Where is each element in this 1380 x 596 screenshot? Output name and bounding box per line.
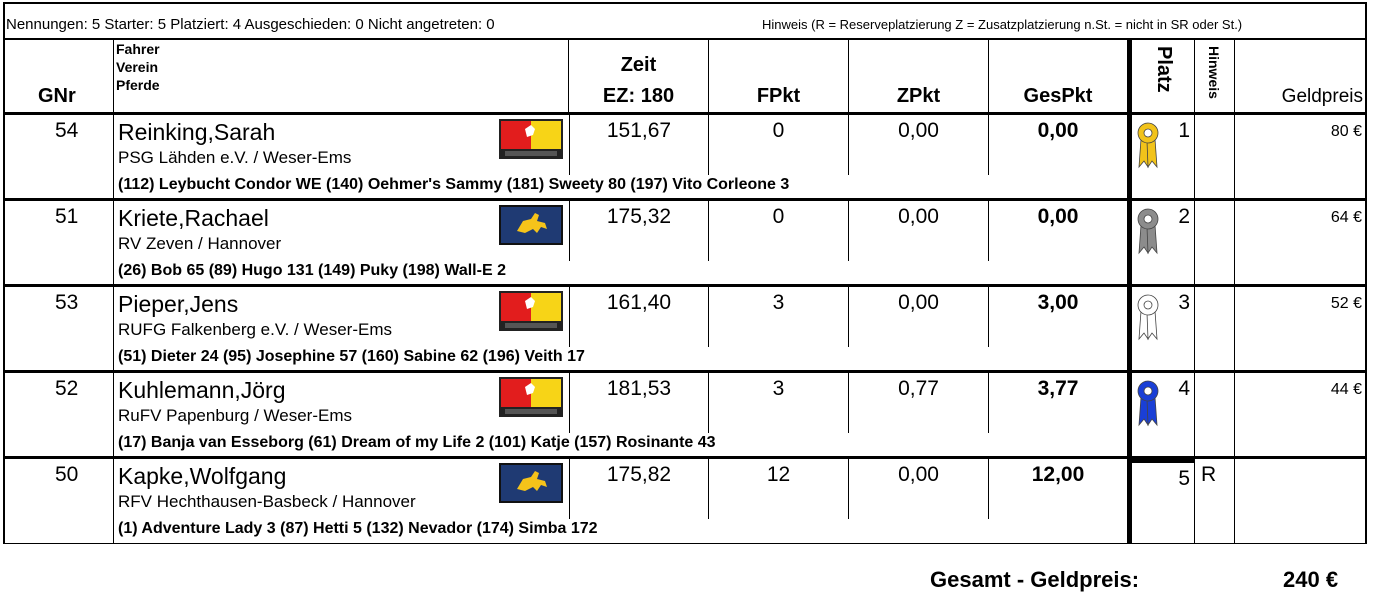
header-fahrer-verein-pferde bbox=[114, 40, 569, 112]
weser-ems-flag-icon bbox=[499, 291, 563, 331]
cell-platz: 1 bbox=[1127, 115, 1195, 199]
cell-zpkt: 0,00 bbox=[849, 201, 989, 261]
cell-gespkt: 0,00 bbox=[1037, 205, 1079, 228]
cell-gespkt: 12,00 bbox=[1031, 463, 1085, 486]
cell-geldpreis: 64 € bbox=[1330, 209, 1362, 226]
cell-hinweis bbox=[1195, 287, 1235, 371]
hannover-flag-icon bbox=[499, 205, 563, 245]
rider-verein: RuFV Papenburg / Weser-Ems bbox=[118, 406, 352, 425]
cell-hinweis bbox=[1195, 373, 1235, 457]
summary-bar bbox=[3, 2, 1367, 40]
cell-zeit: 181,53 bbox=[569, 373, 709, 433]
summary-counts: Nennungen: 5 Starter: 5 Platziert: 4 Ausgeschieden: 0 Nicht angetreten: 0 bbox=[6, 16, 495, 33]
cell-zpkt: 0,77 bbox=[849, 373, 989, 433]
cell-zpkt: 0,00 bbox=[849, 115, 989, 175]
cell-fpkt: 0 bbox=[709, 115, 849, 175]
rider-name: Kriete,Rachael bbox=[118, 205, 269, 231]
rider-name: Kuhlemann,Jörg bbox=[118, 377, 286, 403]
header-fahrer: Fahrer bbox=[116, 41, 160, 57]
cell-gnr: 51 bbox=[5, 201, 114, 285]
cell-platz: 2 bbox=[1127, 201, 1195, 285]
cell-zeit: 175,82 bbox=[569, 459, 709, 519]
table-row bbox=[3, 114, 1367, 200]
header-gnr: GNr bbox=[5, 40, 114, 112]
rider-name: Reinking,Sarah bbox=[118, 119, 276, 145]
header-fpkt: FPkt bbox=[709, 40, 849, 112]
weser-ems-flag-icon bbox=[499, 119, 563, 159]
cell-gespkt: 3,00 bbox=[1037, 291, 1079, 314]
cell-zeit: 151,67 bbox=[569, 115, 709, 175]
cell-fpkt: 3 bbox=[709, 287, 849, 347]
total-label: Gesamt - Geldpreis: bbox=[930, 567, 1140, 592]
cell-gnr: 52 bbox=[5, 373, 114, 457]
cell-gespkt: 0,00 bbox=[1037, 119, 1079, 142]
total-value: 240 € bbox=[1283, 567, 1339, 592]
header-gespkt: GesPkt bbox=[1023, 85, 1093, 107]
table-header bbox=[3, 40, 1367, 114]
cell-platz: 5 bbox=[1127, 459, 1195, 543]
cell-geldpreis: 80 € bbox=[1330, 123, 1362, 140]
rider-pferde: (112) Leybucht Condor WE (140) Oehmer's Sammy (181) Sweety 80 (197) Vito Corleone 3 bbox=[118, 176, 790, 193]
cell-gnr: 54 bbox=[5, 115, 114, 199]
summary-hinweis-legend: Hinweis (R = Reserveplatzierung Z = Zusatzplatzierung n.St. = nicht in SR oder St.) bbox=[762, 17, 1243, 32]
cell-fahrer bbox=[114, 287, 585, 371]
cell-fpkt: 3 bbox=[709, 373, 849, 433]
header-geldpreis: Geldpreis bbox=[1281, 86, 1363, 107]
cell-platz: 4 bbox=[1127, 373, 1195, 457]
blue-rosette-icon bbox=[1136, 379, 1160, 432]
white-rosette-icon bbox=[1136, 293, 1160, 346]
table-row bbox=[3, 372, 1367, 458]
cell-geldpreis: 52 € bbox=[1330, 295, 1362, 312]
rider-verein: PSG Lähden e.V. / Weser-Ems bbox=[118, 148, 352, 167]
rider-verein: RV Zeven / Hannover bbox=[118, 234, 282, 253]
silver-rosette-icon bbox=[1136, 207, 1160, 260]
cell-gespkt: 3,77 bbox=[1037, 377, 1079, 400]
table-row bbox=[3, 458, 1367, 544]
cell-zeit: 175,32 bbox=[569, 201, 709, 261]
header-zeit: Zeit EZ: 180 bbox=[569, 40, 709, 112]
cell-hinweis: R bbox=[1195, 459, 1235, 543]
cell-gnr: 50 bbox=[5, 459, 114, 543]
cell-platz: 3 bbox=[1127, 287, 1195, 371]
cell-hinweis bbox=[1195, 115, 1235, 199]
cell-geldpreis bbox=[1235, 459, 1367, 543]
cell-zpkt: 0,00 bbox=[849, 287, 989, 347]
header-zpkt: ZPkt bbox=[849, 40, 989, 112]
cell-zpkt: 0,00 bbox=[849, 459, 989, 519]
header-platz: Platz bbox=[1127, 40, 1195, 112]
cell-fpkt: 0 bbox=[709, 201, 849, 261]
hannover-flag-icon bbox=[499, 463, 563, 503]
rider-verein: RFV Hechthausen-Basbeck / Hannover bbox=[118, 492, 416, 511]
rider-name: Kapke,Wolfgang bbox=[118, 463, 287, 489]
cell-fahrer bbox=[114, 201, 569, 285]
weser-ems-flag-icon bbox=[499, 377, 563, 417]
cell-geldpreis: 44 € bbox=[1330, 381, 1362, 398]
cell-hinweis bbox=[1195, 201, 1235, 285]
cell-fahrer bbox=[114, 459, 598, 543]
rider-pferde: (26) Bob 65 (89) Hugo 131 (149) Puky (198) Wall-E 2 bbox=[118, 262, 506, 279]
rider-name: Pieper,Jens bbox=[118, 291, 239, 317]
header-ez: EZ: 180 bbox=[602, 85, 675, 107]
rider-pferde: (51) Dieter 24 (95) Josephine 57 (160) Sabine 62 (196) Veith 17 bbox=[118, 348, 585, 365]
rider-pferde: (17) Banja van Esseborg (61) Dream of my Life 2 (101) Katje (157) Rosinante 43 bbox=[118, 434, 716, 451]
table-row bbox=[3, 200, 1367, 286]
cell-fpkt: 12 bbox=[709, 459, 849, 519]
header-pferde: Pferde bbox=[116, 77, 160, 93]
cell-gnr: 53 bbox=[5, 287, 114, 371]
cell-zeit: 161,40 bbox=[569, 287, 709, 347]
rider-verein: RUFG Falkenberg e.V. / Weser-Ems bbox=[118, 320, 392, 339]
table-row bbox=[3, 286, 1367, 372]
header-verein: Verein bbox=[116, 59, 159, 75]
rider-pferde: (1) Adventure Lady 3 (87) Hetti 5 (132) Nevador (174) Simba 172 bbox=[118, 520, 598, 537]
header-hinweis: Hinweis bbox=[1195, 40, 1235, 112]
gold-rosette-icon bbox=[1136, 121, 1160, 174]
